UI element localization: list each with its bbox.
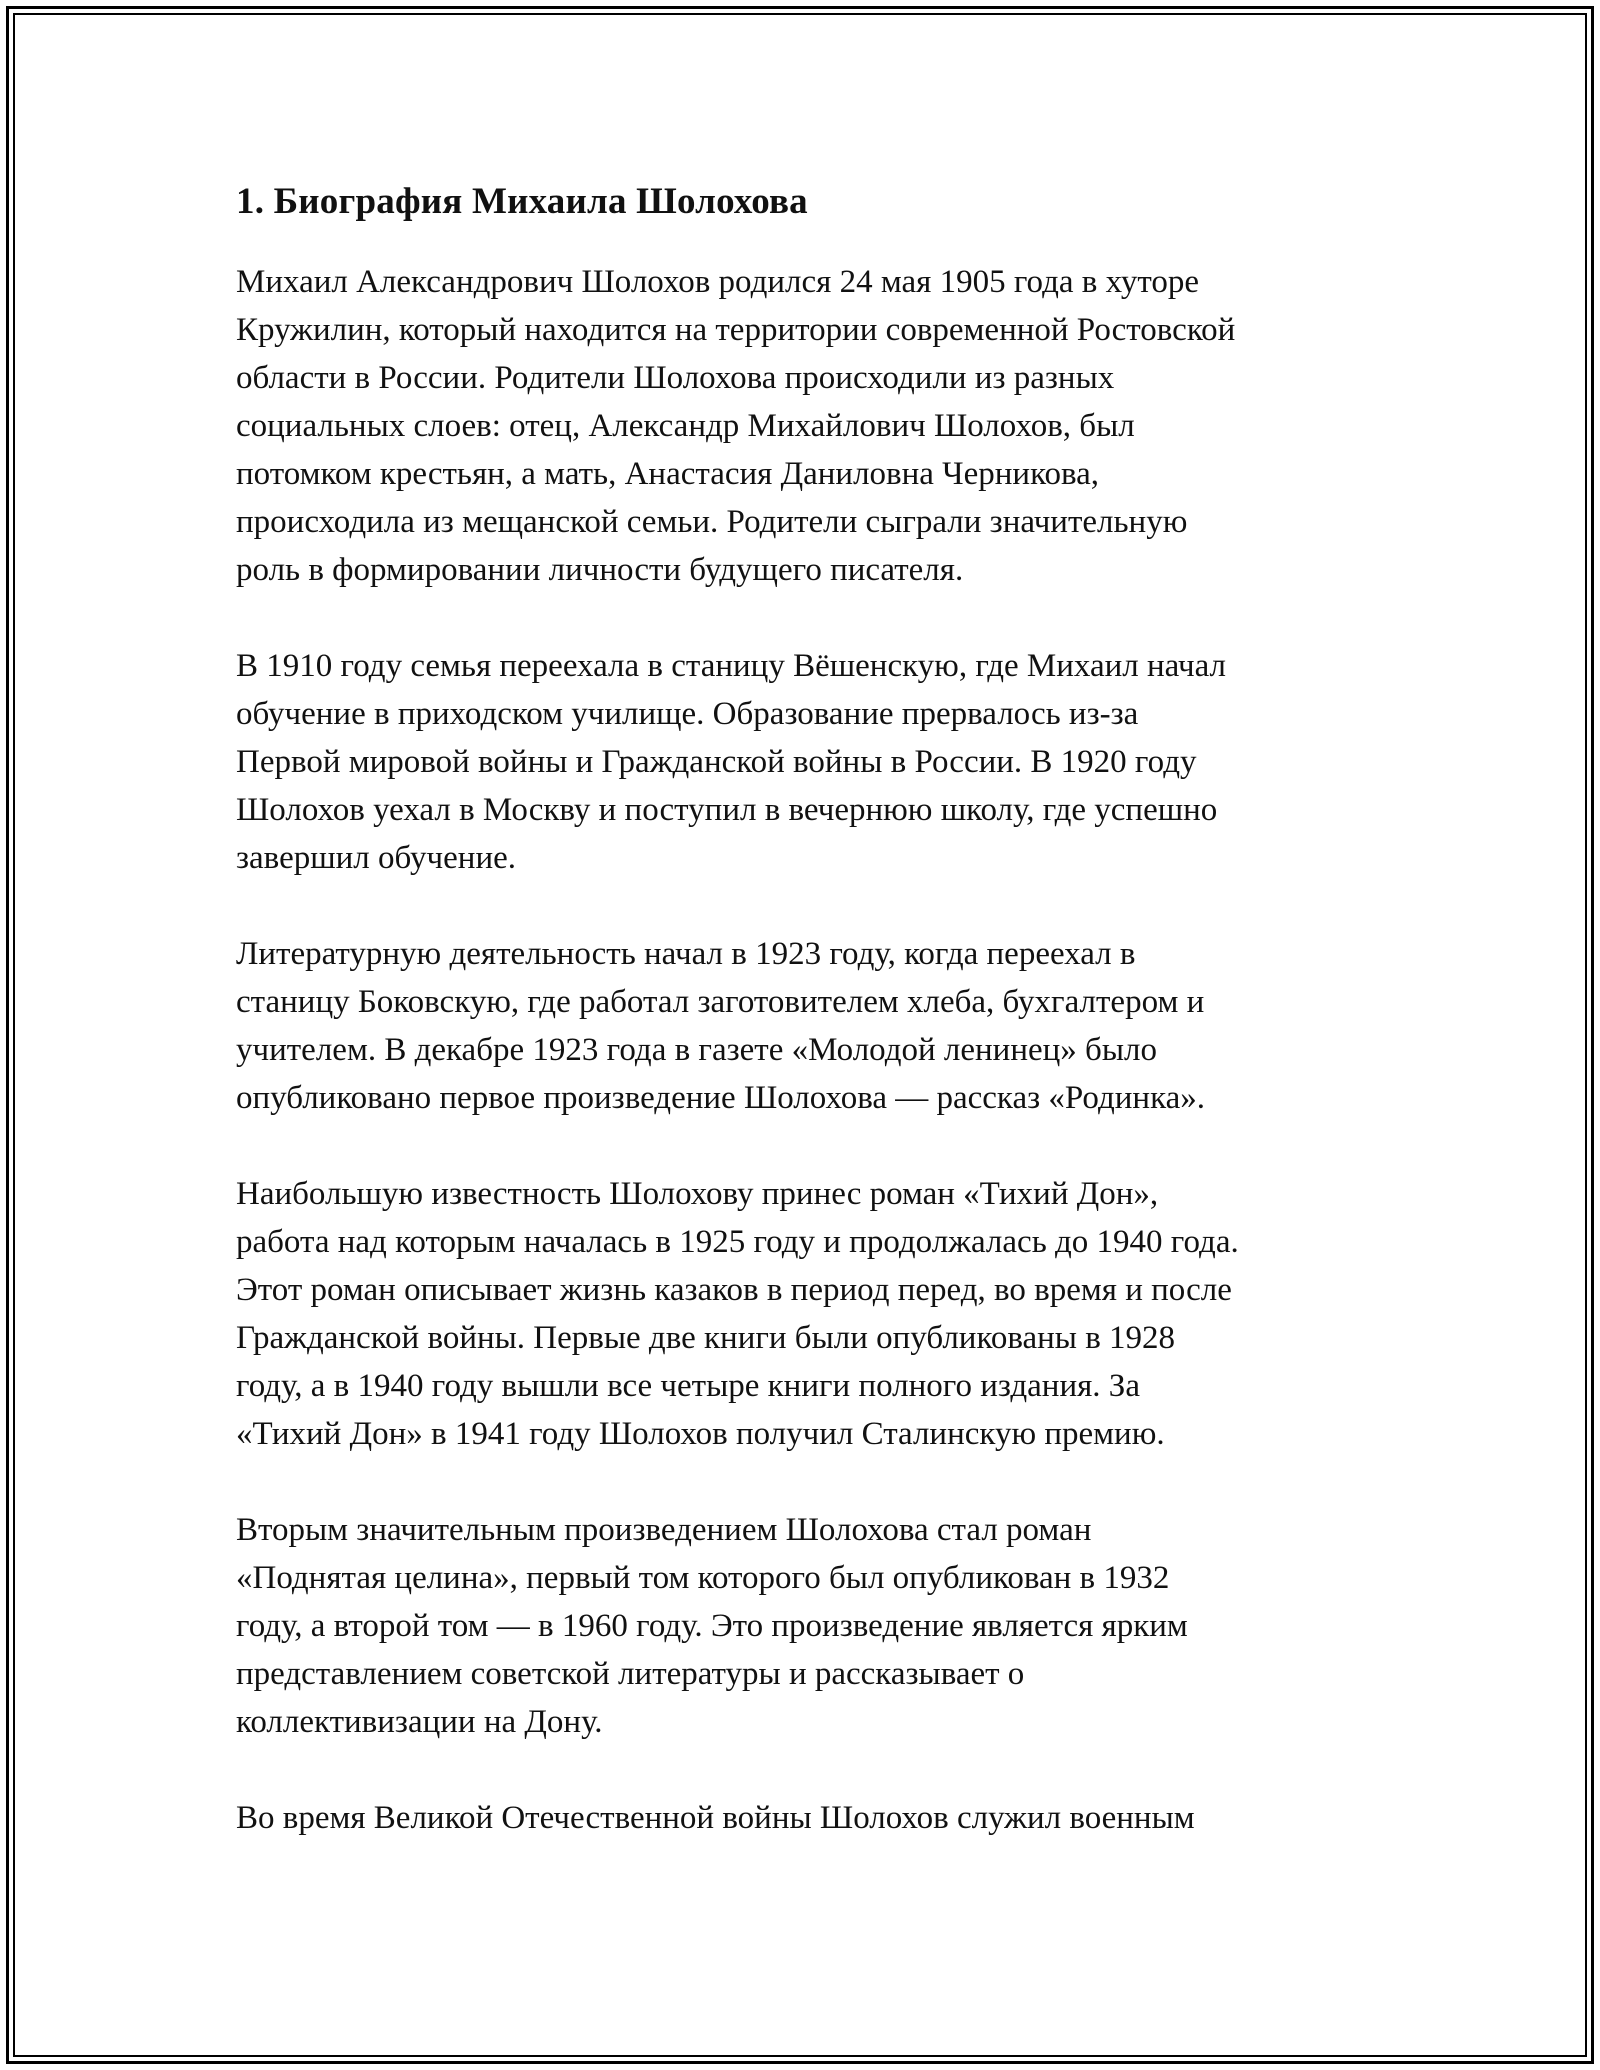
paragraph-war: Во время Великой Отечественной войны Шолохов служил военным: [236, 1800, 1195, 1837]
section-heading: 1. Биография Михаила Шолохова: [236, 181, 808, 222]
paragraph-quiet-don: Наибольшую известность Шолохову принес роман «Тихий Дон», работа над которым началась в 1925 году и продолжалась до 1940 года. Этот роман описывает жизнь казаков в период перед, во время и после Гражданской войны. Первые две книги были опубликованы в 1928 году, а в 1940 году вышли все четыре книги полного издания. За «Тихий Дон» в 1941 году Шолохов получил Сталинскую премию.: [236, 1176, 1239, 1453]
paragraph-virgin-soil: Вторым значительным произведением Шолохова стал роман «Поднятая целина», первый том которого был опубликован в 1932 году, а второй том — в 1960 году. Это произведение является ярким представлением советской литературы и рассказывает о коллективизации на Дону.: [236, 1512, 1188, 1741]
paragraph-literary-start: Литературную деятельность начал в 1923 году, когда переехал в станицу Боковскую, где работал заготовителем хлеба, бухгалтером и учителем. В декабре 1923 года в газете «Молодой ленинец» было опубликовано первое произведение Шолохова — рассказ «Родинка».: [236, 936, 1206, 1117]
document-page: [236, 180, 1366, 1890]
paragraph-education: В 1910 году семья переехала в станицу Вёшенскую, где Михаил начал обучение в приходском училище. Образование прервалось из-за Первой мировой войны и Гражданской войны в России. В 1920 году Шолохов уехал в Москву и поступил в вечернюю школу, где успешно завершил обучение.: [236, 648, 1226, 877]
paragraph-birth: Михаил Александрович Шолохов родился 24 мая 1905 года в хуторе Кружилин, который находится на территории современной Ростовской области в России. Родители Шолохова происходили из разных социальных слоев: отец, Александр Михайлович Шолохов, был потомком крестьян, а мать, Анастасия Даниловна Черникова, происходила из мещанской семьи. Родители сыграли значительную роль в формировании личности будущего писателя.: [236, 264, 1236, 589]
